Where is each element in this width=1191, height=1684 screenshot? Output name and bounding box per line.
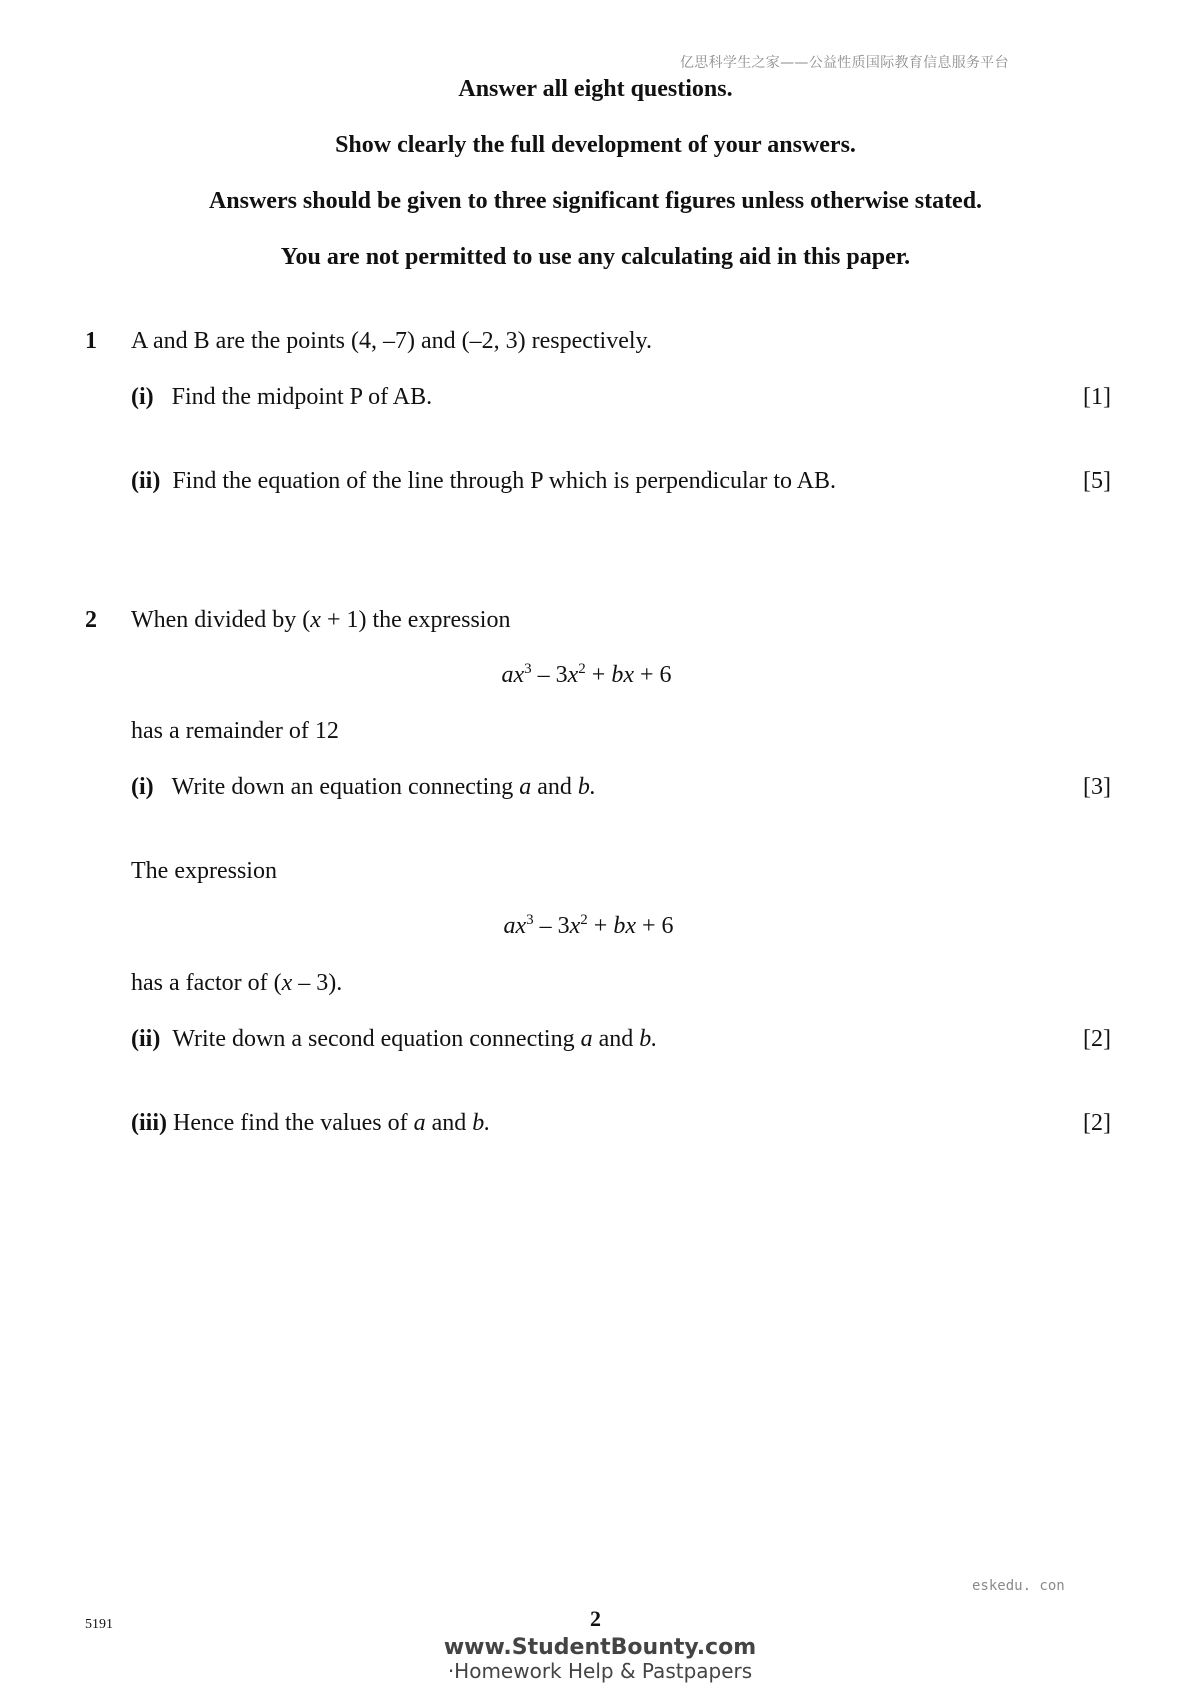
watermark-header: 亿思科学生之家——公益性质国际教育信息服务平台 xyxy=(680,55,1009,71)
part-label: (ii) xyxy=(131,1026,161,1052)
question-1-stem: A and B are the points (4, –7) and (–2, 3) respectively. xyxy=(131,328,652,354)
part-label: (iii) xyxy=(131,1110,167,1136)
stem-text: When divided by ( xyxy=(131,607,311,633)
instruction-2: Show clearly the full development of your answers. xyxy=(335,132,856,158)
polynomial-expression-1: $ax^3 - 3x^2$ + bx + 6 xyxy=(501,661,672,688)
variable-b: b. xyxy=(577,774,596,800)
variable-b: b. xyxy=(639,1026,658,1052)
question-1-part-i-marks: [1] xyxy=(1083,384,1111,410)
instruction-3: Answers should be given to three significant figures unless otherwise stated. xyxy=(208,188,983,214)
part-label: (i) xyxy=(131,774,154,800)
variable-x: x xyxy=(310,607,321,633)
question-2-part-ii xyxy=(131,1026,657,1053)
factor-text-part: – 3). xyxy=(292,970,343,996)
factor-text-part: has a factor of ( xyxy=(131,970,282,996)
eskedu-watermark: eskedu. con xyxy=(972,1578,1065,1594)
part-label: (i) xyxy=(131,384,154,410)
question-2-part-iii xyxy=(131,1110,490,1137)
part-text: and xyxy=(425,1110,473,1136)
part-text: and xyxy=(531,774,578,800)
variable-a: a xyxy=(580,1026,593,1052)
stem-text: + 1) the expression xyxy=(320,607,511,633)
instruction-1: Answer all eight questions. xyxy=(458,76,733,102)
question-2-part-i xyxy=(131,774,596,801)
studentbounty-logo xyxy=(440,1636,760,1682)
question-2-part-iii-marks: [2] xyxy=(1083,1110,1111,1136)
part-text: and xyxy=(592,1026,640,1052)
part-text: Write down an equation connecting xyxy=(171,774,520,800)
logo-line-1: www.StudentBounty.com xyxy=(443,1635,757,1660)
question-2-stem xyxy=(131,607,510,634)
polynomial-expression-2: $ax^3 - 3x^2$ + bx + 6 xyxy=(503,912,674,939)
question-2-part-i-marks: [3] xyxy=(1083,774,1111,800)
variable-a: a xyxy=(519,774,532,800)
part-text: Write down a second equation connecting xyxy=(172,1026,581,1052)
part-text: Find the equation of the line through P which is perpendicular to AB. xyxy=(172,468,836,494)
question-1-part-ii-marks: [5] xyxy=(1083,468,1111,494)
logo-line-2: ·Homework Help & Pastpapers xyxy=(447,1659,753,1683)
remainder-text: has a remainder of 12 xyxy=(131,718,339,744)
variable-x: x xyxy=(281,970,293,996)
factor-text xyxy=(131,970,342,997)
variable-b: b. xyxy=(472,1110,491,1136)
variable-a: a xyxy=(413,1110,426,1136)
question-1-part-ii xyxy=(131,468,836,495)
question-1-part-i xyxy=(131,384,432,411)
the-expression-text: The expression xyxy=(131,858,277,884)
paper-code: 5191 xyxy=(85,1617,113,1632)
question-2-part-ii-marks: [2] xyxy=(1083,1026,1111,1052)
part-label: (ii) xyxy=(131,468,161,494)
part-text: Hence find the values of xyxy=(173,1110,414,1136)
page-number: 2 xyxy=(590,1606,601,1631)
instruction-4: You are not permitted to use any calculating aid in this paper. xyxy=(280,244,911,270)
part-text: Find the midpoint P of AB. xyxy=(171,384,433,410)
question-2-number: 2 xyxy=(85,607,97,633)
question-1-number: 1 xyxy=(85,328,97,354)
